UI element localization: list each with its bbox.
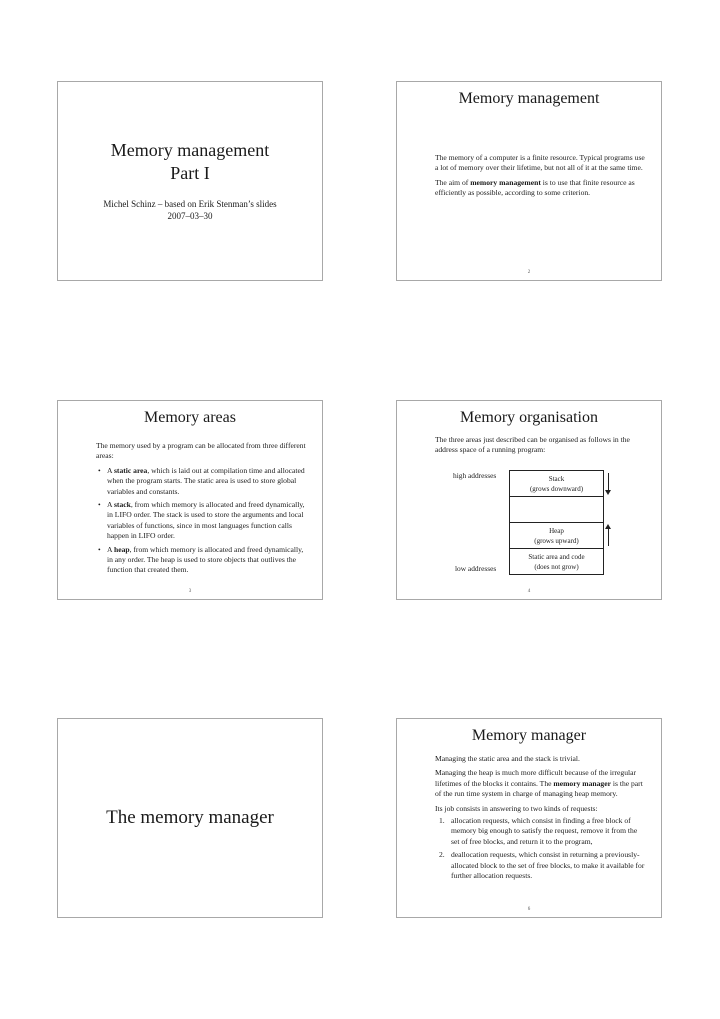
text-run: A [107, 500, 114, 510]
slide-heading: Memory manager [471, 727, 587, 744]
paragraph [435, 768, 645, 799]
list-text: allocation requests, which consist in finding a free block of memory big enough to satisfy the request, remove it from the set of free blocks, and return it to the program, [451, 816, 638, 846]
bold-term: static area [113, 465, 148, 475]
text-run: A [107, 544, 114, 554]
list-number: 1. [439, 816, 445, 826]
list-item [107, 500, 306, 542]
list-text: deallocation requests, which consist in returning a previously-allocated block to the set of free blocks, to make it available for further allocation requests. [451, 850, 645, 881]
paragraph: The three areas just described can be organised as follows in the address space of a running program: [435, 435, 630, 455]
text-run: is the part of the run time system in charge of managing heap memory. [435, 778, 643, 799]
static-note: (does not grow) [534, 563, 579, 571]
text-run: is to use that finite resource as efficiently as possible, according to some criterion. [435, 177, 635, 198]
bold-term: heap [113, 544, 130, 554]
list-item [107, 545, 306, 576]
low-addresses-label: low addresses [455, 564, 497, 573]
high-addresses-label: high addresses [453, 471, 497, 480]
list-item [439, 816, 645, 847]
section-title: The memory manager [106, 807, 274, 828]
text-run: Managing the heap is much more difficult because of the irregular lifetimes of the blocks it contains. The [435, 768, 637, 788]
page-number: 2 [527, 270, 531, 275]
slide-body [435, 153, 645, 203]
paragraph: Managing the static area and the stack is trivial. [435, 754, 580, 763]
author-line: Michel Schinz – based on Erik Stenman’s slides [103, 199, 277, 209]
static-region [509, 548, 604, 575]
slide-memory-organisation [396, 400, 662, 600]
slide-title [57, 81, 323, 281]
paragraph: Its job consists in answering to two kinds of requests: [435, 803, 598, 813]
presentation-title [58, 139, 322, 185]
paragraph: The memory of a computer is a finite resource. Typical programs use a lot of memory over their lifetime, but not all of it at the same time. [435, 153, 645, 173]
bold-term: memory management [470, 177, 541, 187]
text-run: , which is laid out at compilation time and allocated when the program starts. The static area is used to store global variables and constants. [107, 465, 305, 496]
slide-body [435, 435, 645, 460]
bold-term: stack [113, 500, 131, 510]
slide-section-title [57, 718, 323, 918]
page-number: 4 [527, 589, 531, 594]
slide-body [435, 754, 645, 884]
text-run: , from which memory is allocated and freed dynamically, in LIFO order. The stack is used to store the arguments and local variables of functions, since in most languages function calls happen in LIFO order. [107, 500, 305, 541]
bold-term: memory manager [553, 778, 611, 788]
page-number: 3 [188, 589, 192, 594]
text-run: A [107, 465, 114, 475]
slide-heading: Memory areas [144, 409, 236, 426]
date-line: 2007–03–30 [167, 211, 213, 221]
stack-label: Stack [548, 475, 565, 483]
heap-label: Heap [549, 527, 564, 535]
slide-heading: Memory organisation [460, 409, 598, 426]
static-label: Static area and code [528, 553, 585, 561]
heap-region [509, 522, 604, 549]
slide-heading: Memory management [458, 90, 600, 107]
text-run: , from which memory is allocated and freed dynamically, in any order. The heap is used to store objects that outlives the function that created them. [107, 544, 304, 575]
page-number: 6 [527, 907, 531, 912]
title-line-1: Memory management [110, 140, 270, 160]
text-run: The aim of [435, 177, 471, 187]
list-item [107, 466, 306, 497]
stack-note: (grows downward) [529, 485, 584, 493]
stack-region [509, 470, 604, 497]
title-line-2: Part I [170, 163, 210, 183]
paragraph [435, 178, 645, 199]
list-number: 2. [439, 850, 445, 860]
slide-memory-areas [57, 400, 323, 600]
heap-note: (grows upward) [534, 537, 579, 545]
list-item [439, 850, 645, 881]
bullet-list [96, 466, 306, 576]
slide-body [96, 441, 306, 579]
numbered-list [435, 816, 645, 881]
slide-memory-management [396, 81, 662, 281]
paragraph: The memory used by a program can be allocated from three different areas: [96, 441, 306, 461]
free-region [509, 496, 604, 523]
slide-memory-manager [396, 718, 662, 918]
